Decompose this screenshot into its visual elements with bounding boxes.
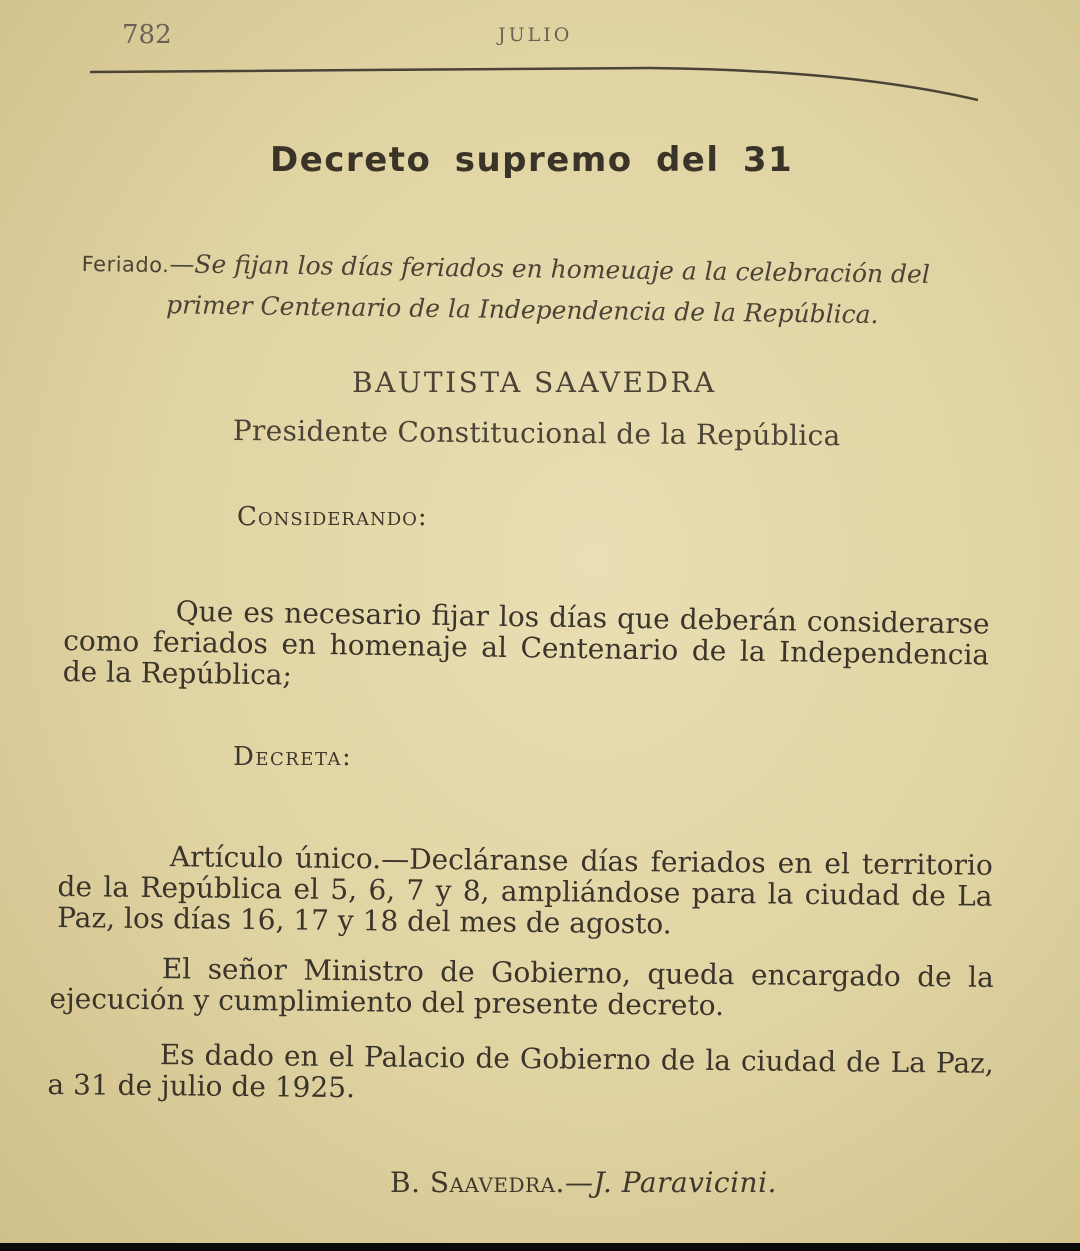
president-title: Presidente Constitucional de la República <box>232 414 841 453</box>
signatures <box>390 1166 777 1199</box>
page-bottom-edge <box>0 1243 1080 1251</box>
decreta-heading: Decreta: <box>233 742 353 772</box>
summary-text-line1: —Se fijan los días feriados en homeuaje a la celebración del <box>169 249 931 289</box>
paragraph-indent <box>58 865 170 866</box>
considerando-paragraph <box>63 594 990 702</box>
considerando-text: Que es necesario fijar los días que deberán considerarse como feriados en homenaje al Centenario de la Independencia de la República; <box>62 594 990 692</box>
page-number: 782 <box>122 20 172 50</box>
summary-label: Feriado. <box>81 251 170 278</box>
header-rule <box>90 64 978 104</box>
article-text: Artículo único.—Decláranse días feriados en el territorio de la República el 5, 6, 7 y 8, ampliándose para la ciudad de La Paz, los días 16, 17 y 18 del mes de agosto. <box>57 840 993 941</box>
dado-paragraph <box>47 1038 994 1110</box>
summary-text-line2: primer Centenario de la Independencia de la República. <box>165 290 879 330</box>
paragraph-indent <box>64 619 176 621</box>
paragraph-indent <box>50 977 162 978</box>
minister-text: El señor Ministro de Gobierno, queda encargado de la ejecución y cumplimiento del presente decreto. <box>49 952 994 1023</box>
signature-saavedra: B. Saavedra. <box>390 1166 565 1199</box>
decree-title: Decreto supremo del 31 <box>270 140 794 180</box>
article-paragraph <box>57 840 993 943</box>
president-name: BAUTISTA SAAVEDRA <box>352 366 717 399</box>
dado-text: Es dado en el Palacio de Gobierno de la ciudad de La Paz, a 31 de julio de 1925. <box>47 1038 994 1105</box>
signature-paravicini: —J. Paravicini. <box>564 1166 777 1199</box>
decree-summary <box>81 243 982 337</box>
paragraph-indent <box>48 1063 160 1064</box>
minister-paragraph <box>49 952 994 1024</box>
running-head: JULIO <box>498 24 573 46</box>
considerando-heading: Considerando: <box>237 502 428 532</box>
